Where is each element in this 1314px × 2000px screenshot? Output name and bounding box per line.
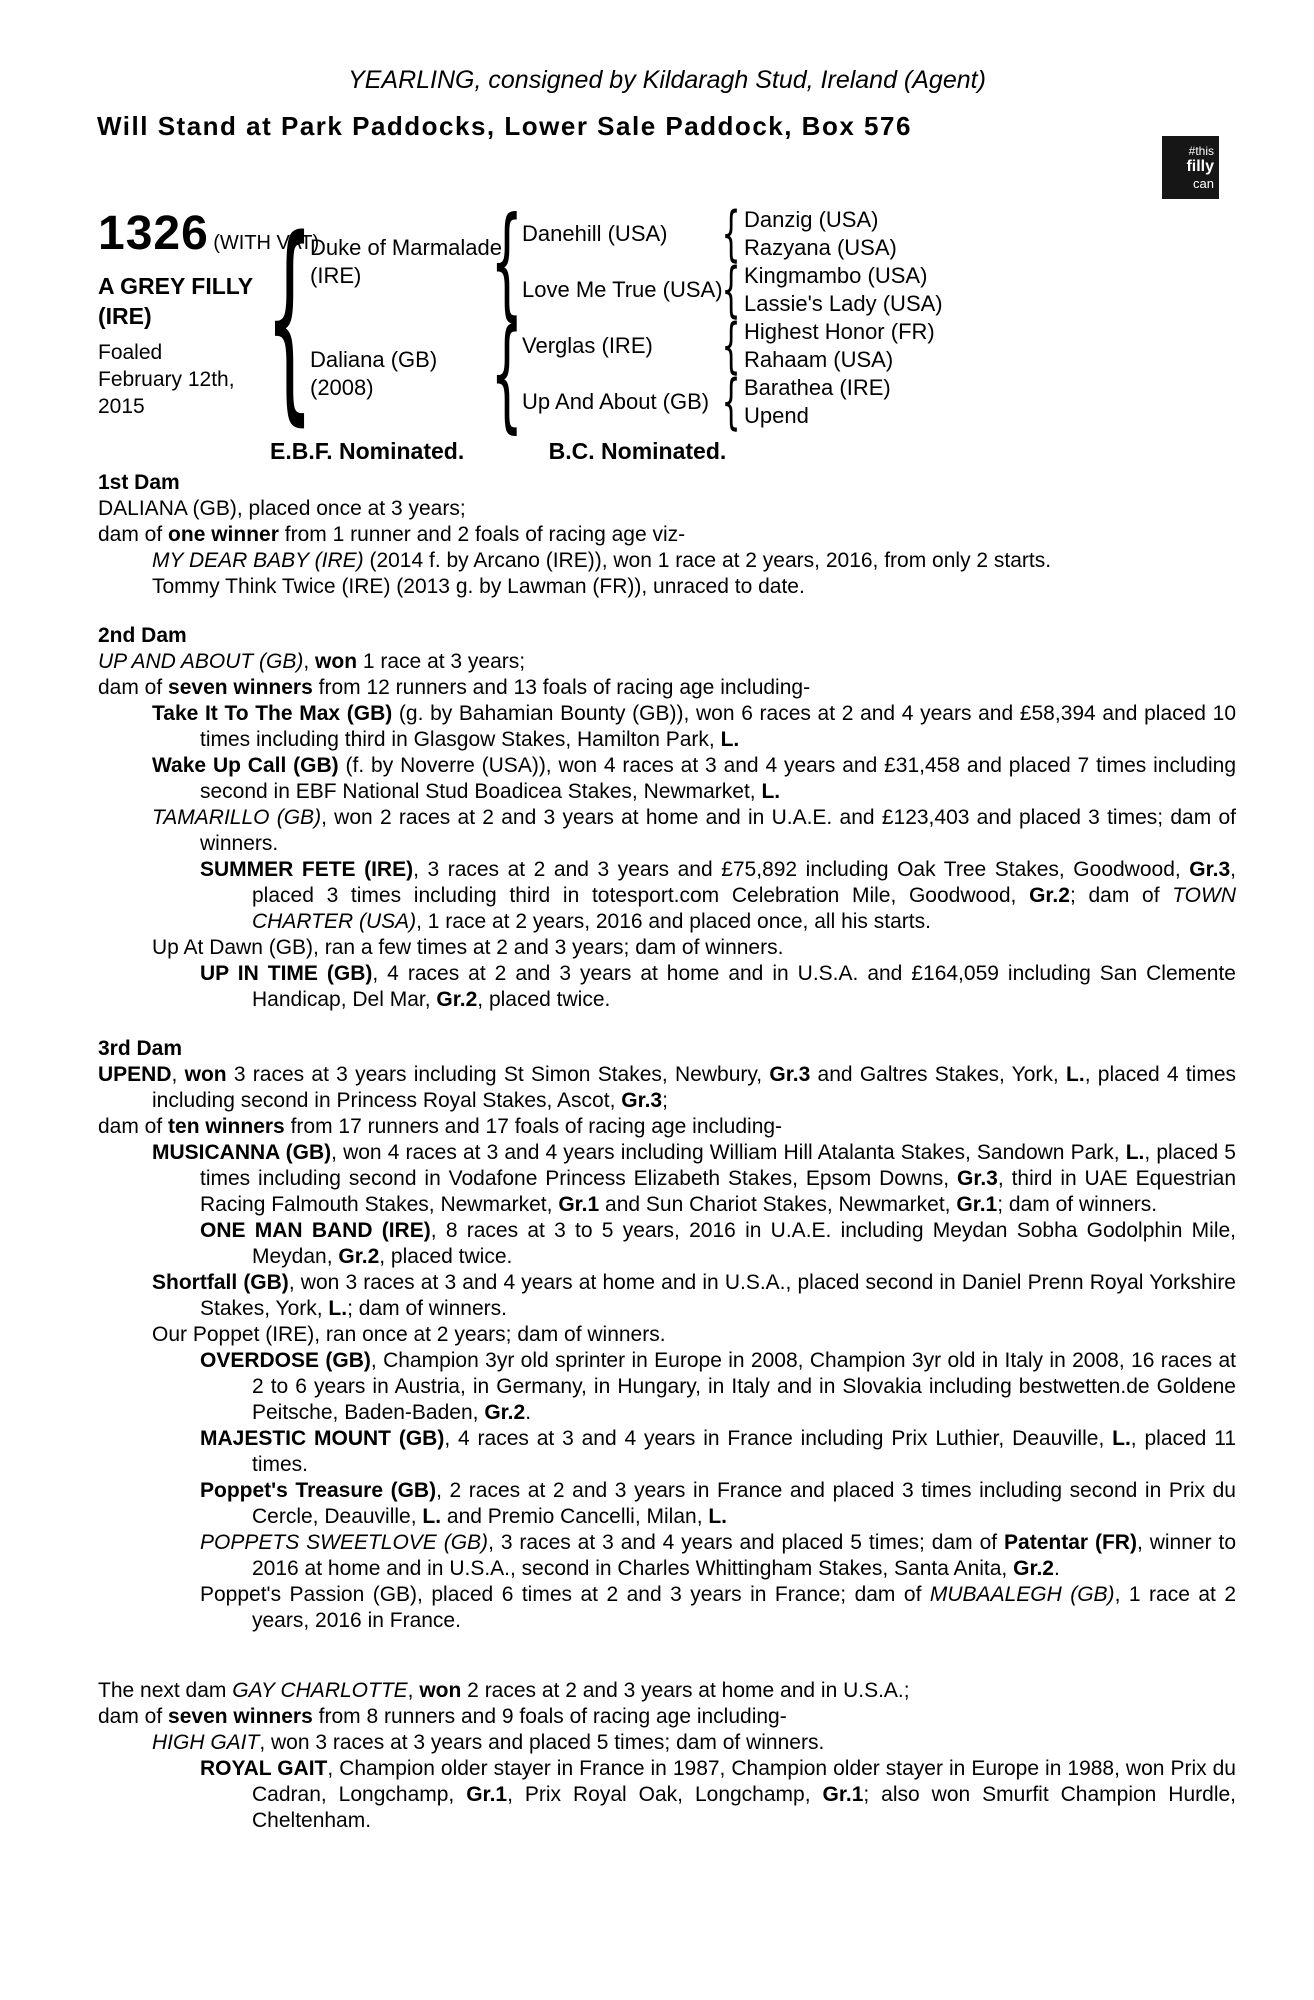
emphasis-text: Gr.1	[466, 1783, 508, 1806]
plain-text: , placed twice.	[379, 1245, 513, 1268]
emphasis-text: Shortfall (GB)	[152, 1271, 289, 1294]
plain-text: , Champion 3yr old sprinter in Europe in 2008, Champion 3yr old in Italy in 2008, 16 races at 2 to 6 years in Austria, in Germany, in Hungary, in Italy and in Slovakia including bestwetten.de Goldene Peitsche, Baden-Baden,	[252, 1349, 1236, 1424]
plain-text: , third in UAE Equestrian Racing Falmouth Stakes, Newmarket,	[200, 1167, 1236, 1216]
catalog-paragraph	[98, 574, 1236, 600]
plain-text: .	[1053, 1557, 1060, 1580]
lot-description	[98, 271, 278, 331]
plain-text: ,	[171, 1063, 185, 1086]
italic-name: MY DEAR BABY (IRE)	[152, 549, 364, 572]
grandsire-name: Verglas (IRE)	[522, 333, 653, 358]
italic-name: HIGH GAIT	[152, 1731, 260, 1754]
emphasis-text: UPEND	[98, 1063, 172, 1086]
emphasis-text: L.	[328, 1297, 348, 1320]
plain-text: , won 2 races at 2 and 3 years at home and in U.A.E. and £123,403 and placed 3 times; dam of winners.	[200, 806, 1236, 855]
emphasis-text: Gr.3	[621, 1089, 663, 1112]
consignor-line: YEARLING, consigned by Kildaragh Stud, Ireland (Agent)	[348, 66, 986, 94]
catalog-paragraph	[98, 496, 1236, 522]
plain-text: from 12 runners and 13 foals of racing age including-	[312, 676, 811, 699]
plain-text: ; dam of	[1069, 884, 1173, 907]
lot-description-line1: A GREY FILLY	[98, 273, 254, 299]
plain-text: , 2 races at 2 and 3 years in France and placed 3 times including second in Prix du Cercle, Deauville,	[252, 1479, 1236, 1528]
dam-section	[98, 470, 1236, 600]
plain-text: and Premio Cancelli, Milan,	[441, 1505, 709, 1528]
emphasis-text: seven winners	[168, 676, 313, 699]
plain-text: , 8 races at 3 to 5 years, 2016 in U.A.E. including Meydan Sobha Godolphin Mile, Meydan,	[252, 1219, 1236, 1268]
emphasis-text: Patentar (FR)	[1004, 1531, 1137, 1554]
emphasis-text: Gr.2	[1029, 884, 1070, 907]
emphasis-text: Gr.2	[436, 988, 478, 1011]
vat-note: (WITH VAT)	[213, 232, 320, 254]
emphasis-text: L.	[422, 1505, 442, 1528]
plain-text: dam of	[98, 676, 169, 699]
emphasis-text: won	[419, 1679, 462, 1702]
plain-text: , placed 11 times.	[252, 1427, 1236, 1476]
plain-text: ,	[303, 650, 316, 673]
dam-section	[98, 1036, 1236, 1634]
dam-pair-brace	[492, 318, 522, 430]
dam-section	[98, 1678, 1236, 1834]
granddam-name: Up And About (GB)	[522, 389, 710, 414]
plain-text: from 1 runner and 2 foals of racing age viz-	[278, 523, 686, 546]
ebf-nomination: E.B.F. Nominated.	[270, 438, 465, 464]
catalog-paragraph	[98, 1530, 1236, 1582]
dam-section-heading: 2nd Dam	[98, 624, 187, 647]
plain-text: DALIANA (GB), placed once at 3 years;	[98, 497, 466, 520]
plain-text: dam of	[98, 1705, 169, 1728]
pedigree-block	[98, 206, 1236, 430]
plain-text: (g. by Bahamian Bounty (GB)), won 6 races at 2 and 4 years and £58,394 and placed 10 times including third in Glasgow Stakes, Hamilton Park,	[200, 702, 1237, 751]
sire-name	[302, 206, 502, 318]
emphasis-text: SUMMER FETE (IRE)	[200, 858, 414, 881]
lot-description-line2: (IRE)	[98, 303, 152, 329]
plain-text: dam of	[98, 1115, 169, 1138]
dam-name-line2: (2008)	[310, 375, 374, 400]
catalog-paragraph	[98, 1114, 1236, 1140]
italic-name: POPPETS SWEETLOVE (GB)	[200, 1531, 489, 1554]
plain-text: from 8 runners and 9 foals of racing age including-	[312, 1705, 787, 1728]
plain-text: ,	[407, 1679, 420, 1702]
foaled-label: Foaled	[98, 341, 163, 364]
foaling-info	[98, 339, 278, 420]
emphasis-text: L.	[1125, 1141, 1145, 1164]
emphasis-text: won	[184, 1063, 227, 1086]
badge-line-2: filly	[1186, 158, 1214, 175]
great-grandparent-name: Barathea (IRE)	[744, 375, 891, 400]
emphasis-text: Gr.1	[822, 1783, 864, 1806]
italic-name: TOWN CHARTER (USA)	[252, 884, 1236, 933]
catalog-paragraph	[98, 1756, 1236, 1834]
emphasis-text: L.	[761, 780, 781, 803]
italic-name: TAMARILLO (GB)	[152, 806, 322, 829]
emphasis-text: UP IN TIME (GB)	[200, 962, 373, 985]
plain-text: , won 3 races at 3 and 4 years at home and in U.S.A., placed second in Daniel Prenn Royal Yorkshire Stakes, York,	[200, 1271, 1236, 1320]
catalog-paragraph	[98, 701, 1236, 753]
plain-text: ; also won Smurfit Champion Hurdle, Cheltenham.	[252, 1783, 1236, 1832]
catalog-paragraph	[98, 1322, 1236, 1348]
italic-name: GAY CHARLOTTE	[232, 1679, 408, 1702]
dam-section-heading: 1st Dam	[98, 471, 180, 494]
catalog-paragraph	[98, 1218, 1236, 1270]
catalog-paragraph	[98, 1582, 1236, 1634]
plain-text: , Prix Royal Oak, Longchamp,	[507, 1783, 823, 1806]
dam-name	[302, 318, 492, 430]
plain-text: , placed 5 times including second in Vodafone Princess Elizabeth Stakes, Epsom Downs,	[200, 1141, 1236, 1190]
plain-text: 2 races at 2 and 3 years at home and in U.S.A.;	[461, 1679, 910, 1702]
plain-text: , Champion older stayer in France in 1987, Champion older stayer in Europe in 1988, won Prix du Cadran, Longchamp,	[252, 1757, 1236, 1806]
emphasis-text: won	[315, 650, 358, 673]
emphasis-text: Take It To The Max (GB)	[152, 702, 393, 725]
catalog-paragraph	[98, 753, 1236, 805]
catalog-paragraph	[98, 675, 1236, 701]
plain-text: dam of	[98, 523, 169, 546]
great-grandparent-name: Rahaam (USA)	[744, 347, 894, 372]
emphasis-text: Gr.2	[484, 1401, 526, 1424]
great-grandparent-brace	[718, 374, 744, 430]
great-grandparent-name: Lassie's Lady (USA)	[744, 291, 943, 316]
plain-text: Our Poppet (IRE), ran once at 2 years; dam of winners.	[152, 1323, 666, 1346]
emphasis-text: L.	[1112, 1427, 1131, 1450]
plain-text: , 1 race at 2 years, 2016 and placed once, all his starts.	[416, 910, 931, 933]
catalog-paragraph	[98, 548, 1236, 574]
great-grandparent-brace	[718, 206, 744, 262]
emphasis-text: Wake Up Call (GB)	[152, 754, 339, 777]
catalog-paragraph	[98, 1678, 1236, 1704]
plain-text: ; dam of winners.	[347, 1297, 507, 1320]
plain-text: (2014 f. by Arcano (IRE)), won 1 race at 2 years, 2016, from only 2 starts.	[363, 549, 1052, 572]
nominations-line	[98, 438, 1236, 465]
plain-text: from 17 runners and 17 foals of racing age including-	[284, 1115, 783, 1138]
dam-section	[98, 623, 1236, 1013]
plain-text: , 1 race at 2 years, 2016 in France.	[252, 1583, 1236, 1632]
lot-info	[98, 206, 320, 430]
great-grandparent-name: Danzig (USA)	[744, 207, 879, 232]
catalog-sections	[98, 470, 1236, 1834]
emphasis-text: Gr.3	[957, 1167, 998, 1190]
pedigree-tree	[278, 206, 1236, 430]
catalog-paragraph	[98, 961, 1236, 1013]
emphasis-text: Gr.1	[558, 1193, 600, 1216]
plain-text: , winner to 2016 at home and in U.S.A., second in Charles Whittingham Stakes, Santa Anita,	[252, 1531, 1236, 1580]
emphasis-text: seven winners	[168, 1705, 313, 1728]
plain-text: , 4 races at 3 and 4 years in France including Prix Luthier, Deauville,	[444, 1427, 1113, 1450]
foaled-date: February 12th, 2015	[98, 368, 235, 418]
great-grandparent-name: Razyana (USA)	[744, 235, 897, 260]
great-grandparent-brace	[718, 318, 744, 374]
badge-line-3: can	[1193, 176, 1214, 191]
great-grandparent-name: Kingmambo (USA)	[744, 263, 928, 288]
catalog-paragraph	[98, 649, 1236, 675]
catalog-paragraph	[98, 805, 1236, 857]
emphasis-text: ONE MAN BAND (IRE)	[200, 1219, 431, 1242]
plain-text: 3 races at 3 years including St Simon Stakes, Newbury,	[226, 1063, 770, 1086]
emphasis-text: L.	[1066, 1063, 1085, 1086]
sire-name-line2: (IRE)	[310, 263, 362, 288]
emphasis-text: Gr.2	[1013, 1557, 1054, 1580]
great-grandparent-name: Upend	[744, 403, 809, 428]
sire-pair-brace	[492, 206, 522, 318]
lot-number-line	[98, 206, 320, 261]
catalog-paragraph	[98, 1140, 1236, 1218]
grandsire-name: Danehill (USA)	[522, 221, 668, 246]
emphasis-text: L.	[708, 1505, 728, 1528]
plain-text: Up At Dawn (GB), ran a few times at 2 and 3 years; dam of winners.	[152, 936, 784, 959]
plain-text: .	[525, 1401, 532, 1424]
emphasis-text: Gr.3	[1189, 858, 1231, 881]
emphasis-text: MUSICANNA (GB)	[152, 1141, 332, 1164]
catalog-paragraph	[98, 522, 1236, 548]
sire-name-line1: Duke of Marmalade	[310, 235, 502, 260]
emphasis-text: Gr.3	[769, 1063, 811, 1086]
catalog-paragraph	[98, 1704, 1236, 1730]
emphasis-text: ten winners	[168, 1115, 285, 1138]
plain-text: , placed twice.	[477, 988, 611, 1011]
badge-line-1: #this	[1188, 144, 1214, 158]
lot-number: 1326	[98, 207, 209, 260]
italic-name: MUBAALEGH (GB)	[929, 1583, 1115, 1606]
plain-text: The next dam	[98, 1679, 233, 1702]
plain-text: , 3 races at 2 and 3 years and £75,892 including Oak Tree Stakes, Goodwood,	[413, 858, 1190, 881]
catalog-paragraph	[98, 857, 1236, 935]
emphasis-text: OVERDOSE (GB)	[200, 1349, 371, 1372]
plain-text: and Sun Chariot Stakes, Newmarket,	[599, 1193, 957, 1216]
granddam-name: Love Me True (USA)	[522, 277, 723, 302]
catalog-paragraph	[98, 1478, 1236, 1530]
catalog-paragraph	[98, 1348, 1236, 1426]
plain-text: Tommy Think Twice (IRE) (2013 g. by Lawman (FR)), unraced to date.	[152, 575, 805, 598]
dam-section-heading: 3rd Dam	[98, 1037, 183, 1060]
bc-nomination: B.C. Nominated.	[548, 438, 727, 464]
pedigree-main-brace	[278, 206, 302, 430]
plain-text: ;	[662, 1089, 668, 1112]
catalog-paragraph	[98, 1426, 1236, 1478]
emphasis-text: ROYAL GAIT	[200, 1757, 328, 1780]
catalog-paragraph	[98, 1270, 1236, 1322]
emphasis-text: L.	[720, 728, 740, 751]
great-grandparent-brace	[718, 262, 744, 318]
emphasis-text: MAJESTIC MOUNT (GB)	[200, 1427, 445, 1450]
emphasis-text: Gr.1	[956, 1193, 998, 1216]
plain-text: ; dam of winners.	[997, 1193, 1158, 1216]
emphasis-text: Gr.2	[338, 1245, 380, 1268]
this-filly-can-badge	[1162, 136, 1219, 199]
emphasis-text: Poppet's Treasure (GB)	[200, 1479, 437, 1502]
plain-text: , won 3 races at 3 years and placed 5 times; dam of winners.	[259, 1731, 825, 1754]
plain-text: , placed 4 times including second in Princess Royal Stakes, Ascot,	[152, 1063, 1237, 1112]
emphasis-text: one winner	[168, 523, 279, 546]
great-grandparent-name: Highest Honor (FR)	[744, 319, 935, 344]
catalog-paragraph	[98, 1730, 1236, 1756]
plain-text: and Galtres Stakes, York,	[810, 1063, 1067, 1086]
plain-text: 1 race at 3 years;	[357, 650, 526, 673]
catalog-paragraph	[98, 1062, 1236, 1114]
plain-text: (f. by Noverre (USA)), won 4 races at 3 and 4 years and £31,458 and placed 7 times including second in EBF National Stud Boadicea Stakes, Newmarket,	[200, 754, 1237, 803]
italic-name: UP AND ABOUT (GB)	[98, 650, 304, 673]
plain-text: Poppet's Passion (GB), placed 6 times at 2 and 3 years in France; dam of	[200, 1583, 930, 1606]
plain-text: , won 4 races at 3 and 4 years including William Hill Atalanta Stakes, Sandown Park,	[331, 1141, 1126, 1164]
catalog-paragraph	[98, 935, 1236, 961]
dam-name-line1: Daliana (GB)	[310, 347, 438, 372]
plain-text: , placed 3 times including third in totesport.com Celebration Mile, Goodwood,	[252, 858, 1236, 907]
plain-text: , 3 races at 3 and 4 years and placed 5 times; dam of	[488, 1531, 1005, 1554]
plain-text: , 4 races at 2 and 3 years at home and in U.S.A. and £164,059 including San Clemente Handicap, Del Mar,	[252, 962, 1236, 1011]
stand-location-line: Will Stand at Park Paddocks, Lower Sale Paddock, Box 576	[97, 111, 912, 141]
